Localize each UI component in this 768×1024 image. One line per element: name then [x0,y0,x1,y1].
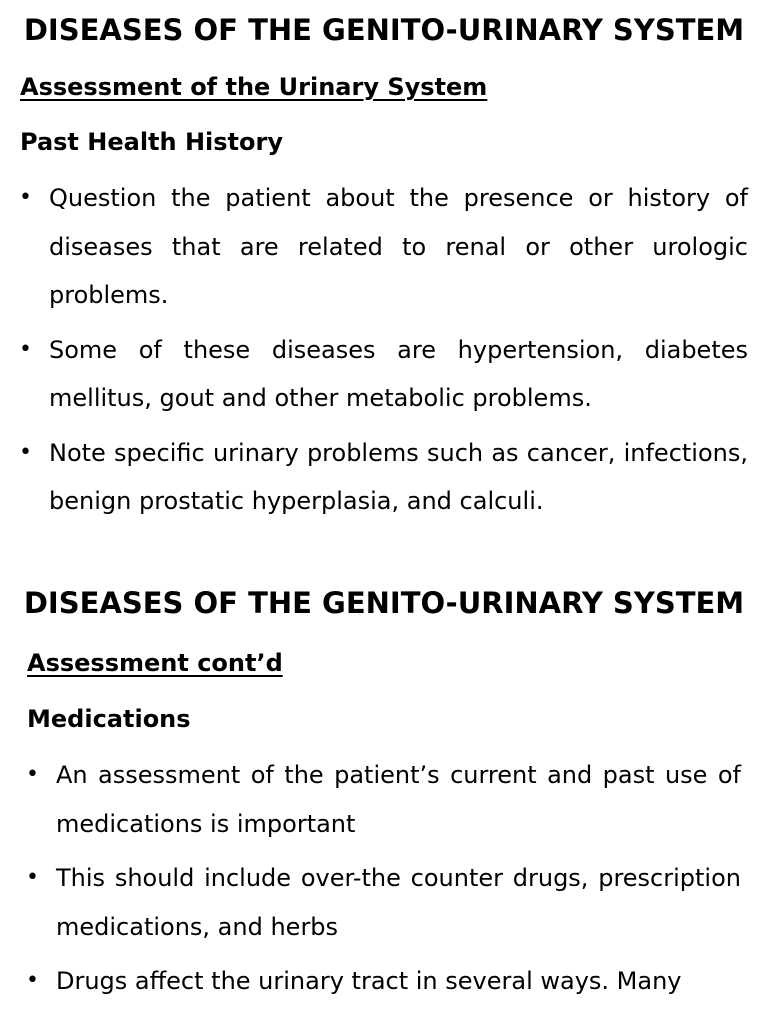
bullet-text: An assessment of the patient’s current and past use of medications is important [56,761,741,838]
bullet-item [26,957,741,1006]
bullet-list [19,174,748,532]
bullet-text: Drugs affect the urinary tract in several ways. Many [56,967,682,995]
bullet-text: Question the patient about the presence or history of diseases that are related to renal or other urologic problems. [49,184,748,309]
bullet-item [26,854,741,951]
bullet-icon: • [26,762,39,787]
slide-title: DISEASES OF THE GENITO-URINARY SYSTEM [23,13,745,47]
bullet-text: Some of these diseases are hypertension, diabetes mellitus, gout and other metabolic problems. [49,335,748,412]
section-heading: Medications [27,705,191,733]
bullet-icon: • [19,185,32,210]
bullet-item [19,326,748,423]
bullet-icon: • [19,336,32,362]
section-heading: Past Health History [20,128,283,156]
bullet-text: Note specific urinary problems such as cancer, infections, benign prostatic hyperplasia, and calculi. [49,438,748,515]
bullet-icon: • [19,439,32,465]
slide-2 [0,572,768,1024]
bullet-text: This should include over-the counter drugs, prescription medications, and herbs [56,864,741,941]
slide-subtitle: Assessment cont’d [27,649,283,677]
slide-subtitle: Assessment of the Urinary System [20,73,488,101]
bullet-icon: • [26,968,39,993]
bullet-item [19,429,748,526]
bullet-list [26,751,741,1012]
bullet-icon: • [26,865,39,890]
slide-title: DISEASES OF THE GENITO-URINARY SYSTEM [23,586,745,620]
bullet-item [19,174,748,320]
bullet-item [26,751,741,848]
